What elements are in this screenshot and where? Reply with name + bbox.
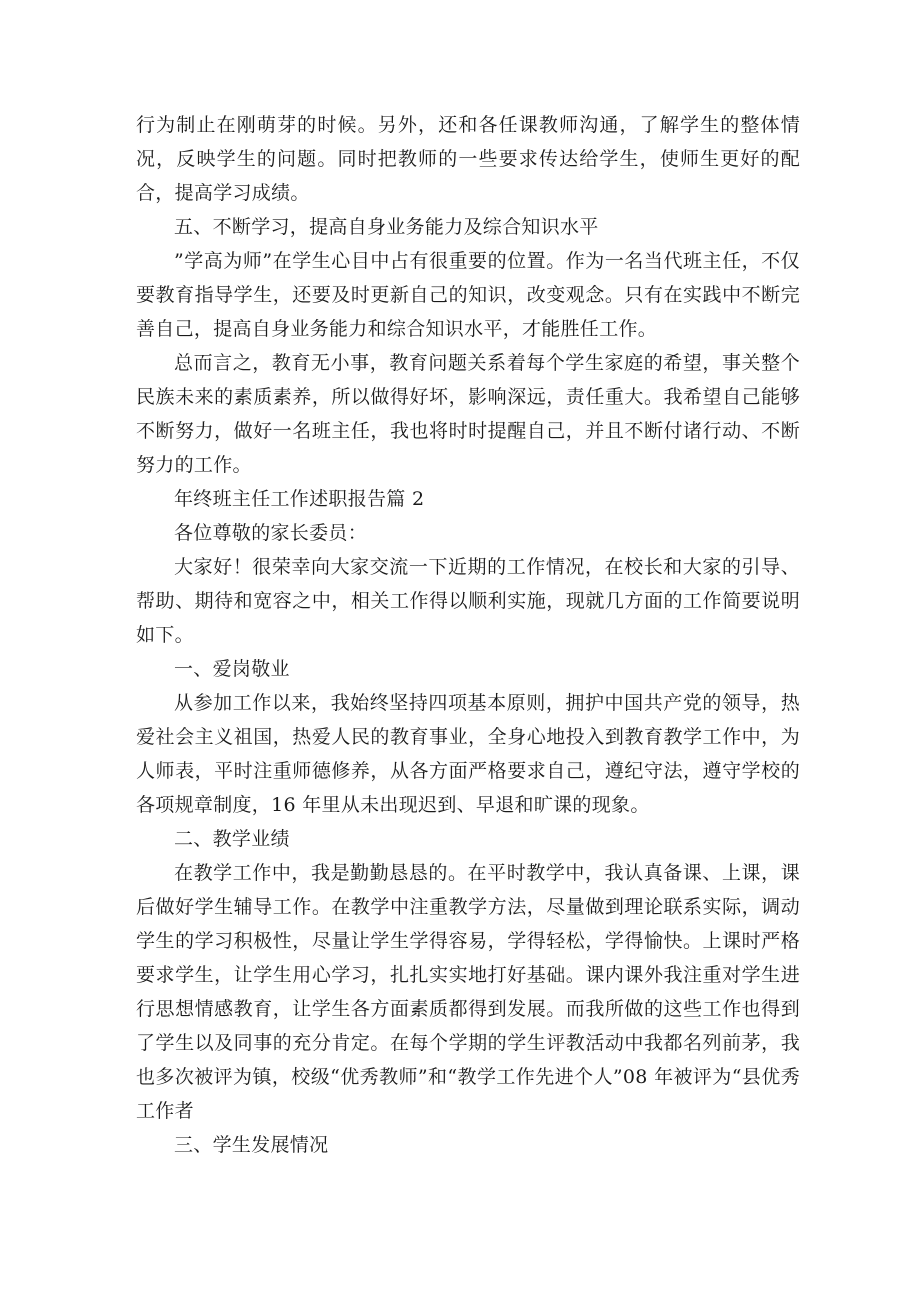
paragraph: 大家好！很荣幸向大家交流一下近期的工作情况，在校长和大家的引导、帮助、期待和宽容之中，相关工作得以顺利实施，现就几方面的工作简要说明如下。 (136, 556, 800, 646)
document-body (136, 108, 800, 1162)
paragraph: 从参加工作以来，我始终坚持四项基本原则，拥护中国共产党的领导，热爱社会主义祖国，热爱人民的教育事业，全身心地投入到教育教学工作中，为人师表，平时注重师德修养，从各方面严格要求自己，遵纪守法，遵守学校的各项规章制度，16 年里从未出现迟到、早退和旷课的现象。 (136, 692, 800, 816)
section-heading-5: 五、不断学习，提高自身业务能力及综合知识水平 (174, 216, 599, 238)
section-heading-3: 三、学生发展情况 (174, 1134, 329, 1156)
salutation: 各位尊敬的家长委员： (174, 522, 368, 544)
section-heading-1: 一、爱岗敬业 (174, 658, 290, 680)
paragraph: ”学高为师”在学生心目中占有很重要的位置。作为一名当代班主任，不仅要教育指导学生，还要及时更新自己的知识，改变观念。只有在实践中不断完善自己，提高自身业务能力和综合知识水平，才能胜任工作。 (136, 250, 800, 340)
paragraph: 总而言之，教育无小事，教育问题关系着每个学生家庭的希望，事关整个民族未来的素质素养，所以做得好坏，影响深远，责任重大。我希望自己能够不断努力，做好一名班主任，我也将时时提醒自己，并且不断付诸行动、不断努力的工作。 (136, 352, 800, 476)
paragraph-continued: 行为制止在刚萌芽的时候。另外，还和各任课教师沟通，了解学生的整体情况，反映学生的问题。同时把教师的一些要求传达给学生，使师生更好的配合，提高学习成绩。 (136, 114, 800, 204)
paragraph: 在教学工作中，我是勤勤恳恳的。在平时教学中，我认真备课、上课，课后做好学生辅导工作。在教学中注重教学方法，尽量做到理论联系实际，调动学生的学习积极性，尽量让学生学得容易，学得轻松，学得愉快。上课时严格要求学生，让学生用心学习，扎扎实实地打好基础。课内课外我注重对学生进行思想情感教育，让学生各方面素质都得到发展。而我所做的这些工作也得到了学生以及同事的充分肯定。在每个学期的学生评教活动中我都名列前茅，我也多次被评为镇，校级“优秀教师”和“教学工作先进个人”08 年被评为“县优秀工作者 (136, 862, 800, 1122)
report-title: 年终班主任工作述职报告篇 2 (174, 488, 425, 510)
section-heading-2: 二、教学业绩 (174, 828, 290, 850)
